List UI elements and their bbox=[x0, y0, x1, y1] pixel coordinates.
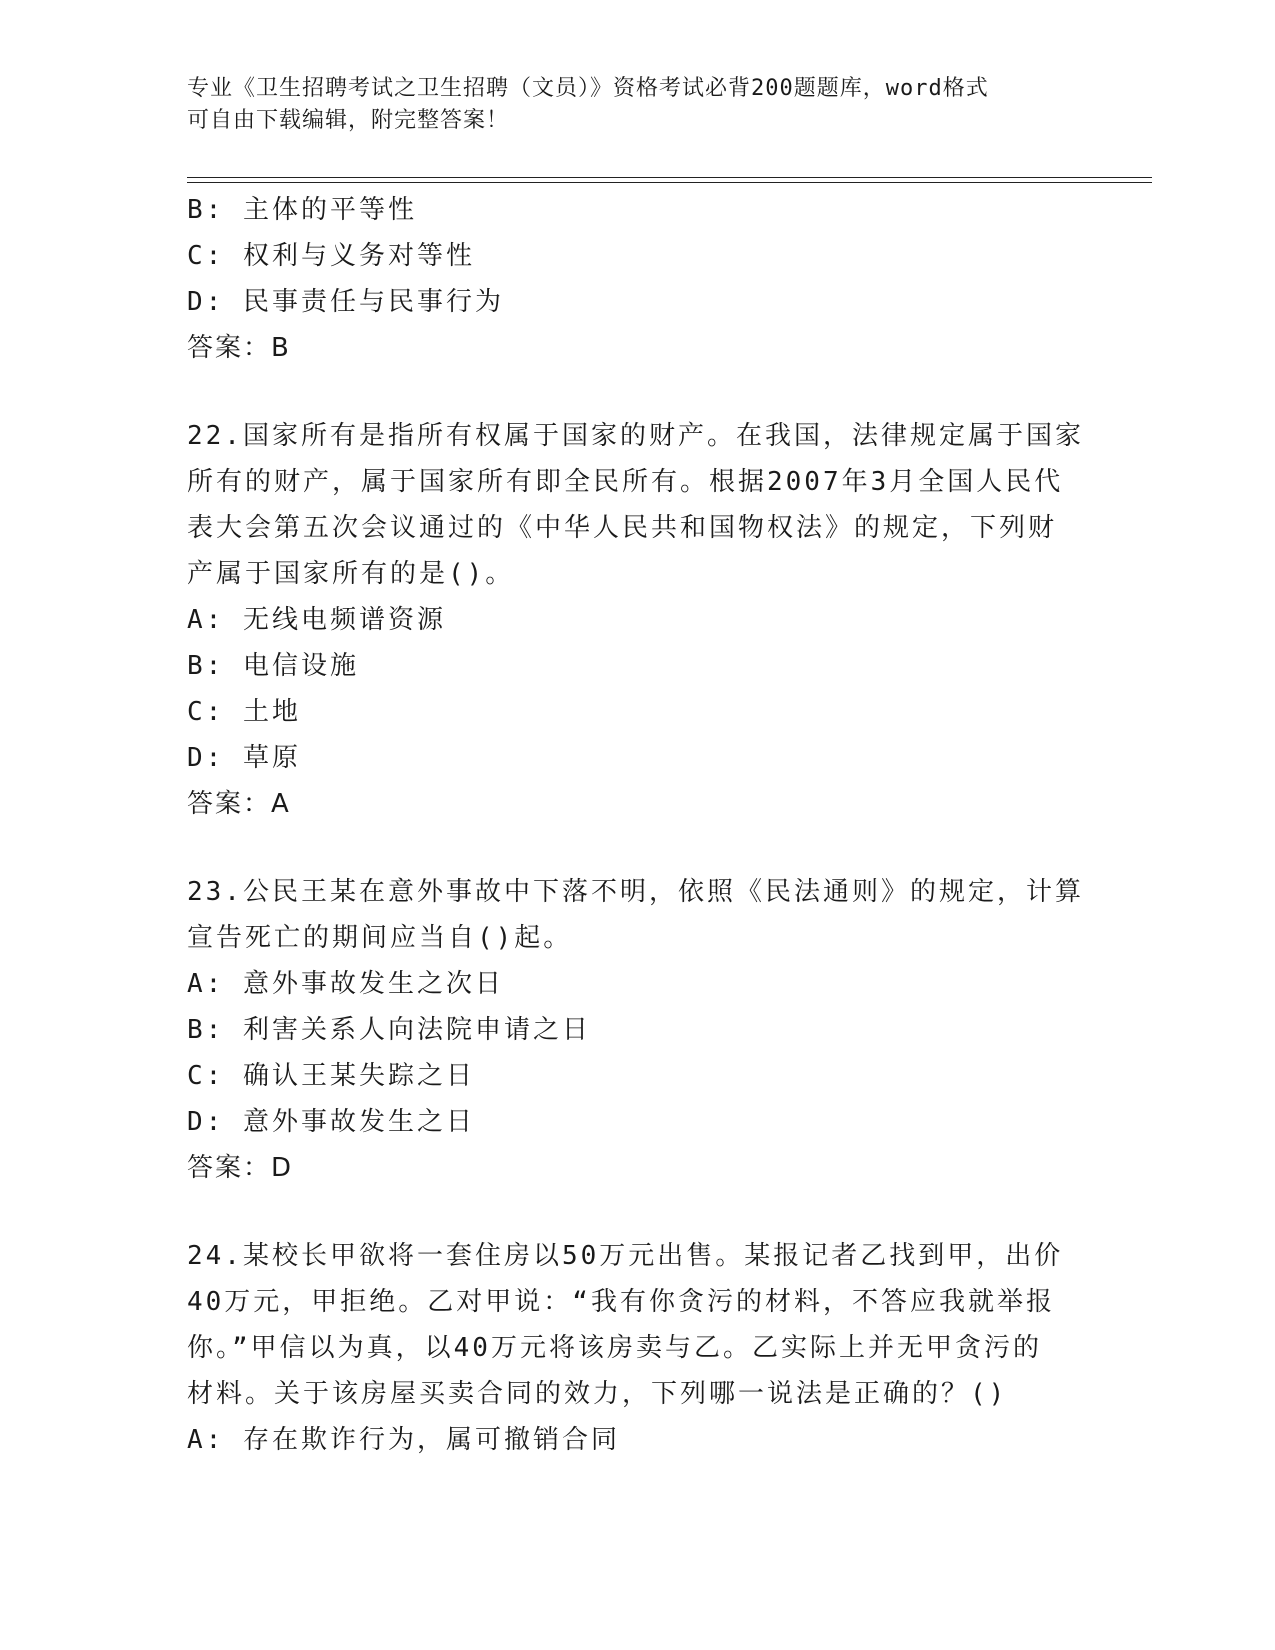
header-rule-top bbox=[187, 177, 1152, 178]
spacer bbox=[187, 371, 1087, 413]
question-23 bbox=[187, 869, 1087, 1191]
option-d: D: 意外事故发生之日 bbox=[187, 1107, 475, 1137]
question-text-line: 所有的财产，属于国家所有即全民所有。根据2007年3月全国人民代 bbox=[187, 467, 1064, 497]
option-b: B: 利害关系人向法院申请之日 bbox=[187, 1015, 591, 1045]
option-d: D: 草原 bbox=[187, 743, 301, 773]
question-text-line: 40万元，甲拒绝。乙对甲说：“我有你贪污的材料，不答应我就举报 bbox=[187, 1287, 1055, 1317]
option-c: C: 土地 bbox=[187, 697, 301, 727]
option-b: B: 主体的平等性 bbox=[187, 195, 417, 225]
spacer bbox=[187, 1191, 1087, 1233]
question-text-line: 22.国家所有是指所有权属于国家的财产。在我国，法律规定属于国家 bbox=[187, 421, 1084, 451]
answer-line: 答案：A bbox=[187, 789, 291, 819]
question-text-line: 宣告死亡的期间应当自()起。 bbox=[187, 923, 573, 953]
option-a: A: 存在欺诈行为，属可撤销合同 bbox=[187, 1425, 620, 1455]
question-text-line: 产属于国家所有的是()。 bbox=[187, 559, 515, 589]
question-text-line: 23.公民王某在意外事故中下落不明，依照《民法通则》的规定，计算 bbox=[187, 877, 1084, 907]
header-line-2: 可自由下载编辑，附完整答案！ bbox=[187, 108, 510, 133]
question-21-tail bbox=[187, 187, 1087, 371]
header-line-1: 专业《卫生招聘考试之卫生招聘（文员）》资格考试必背200题题库，word格式 bbox=[187, 76, 989, 101]
question-text-line: 表大会第五次会议通过的《中华人民共和国物权法》的规定，下列财 bbox=[187, 513, 1058, 543]
question-24 bbox=[187, 1233, 1087, 1463]
option-a: A: 无线电频谱资源 bbox=[187, 605, 446, 635]
option-c: C: 确认王某失踪之日 bbox=[187, 1061, 475, 1091]
header-rule-bottom bbox=[187, 182, 1152, 183]
question-text-line: 你。”甲信以为真，以40万元将该房卖与乙。乙实际上并无甲贪污的 bbox=[187, 1333, 1042, 1363]
option-c: C: 权利与义务对等性 bbox=[187, 241, 475, 271]
answer-line: 答案：D bbox=[187, 1153, 294, 1183]
question-text-line: 24.某校长甲欲将一套住房以50万元出售。某报记者乙找到甲，出价 bbox=[187, 1241, 1064, 1271]
option-a: A: 意外事故发生之次日 bbox=[187, 969, 504, 999]
document-content bbox=[187, 187, 1087, 1463]
option-b: B: 电信设施 bbox=[187, 651, 359, 681]
option-d: D: 民事责任与民事行为 bbox=[187, 287, 504, 317]
question-22 bbox=[187, 413, 1087, 827]
spacer bbox=[187, 827, 1087, 869]
question-text-line: 材料。关于该房屋买卖合同的效力，下列哪一说法是正确的？() bbox=[187, 1379, 1008, 1409]
answer-line: 答案：B bbox=[187, 333, 291, 363]
document-header bbox=[187, 73, 1067, 137]
